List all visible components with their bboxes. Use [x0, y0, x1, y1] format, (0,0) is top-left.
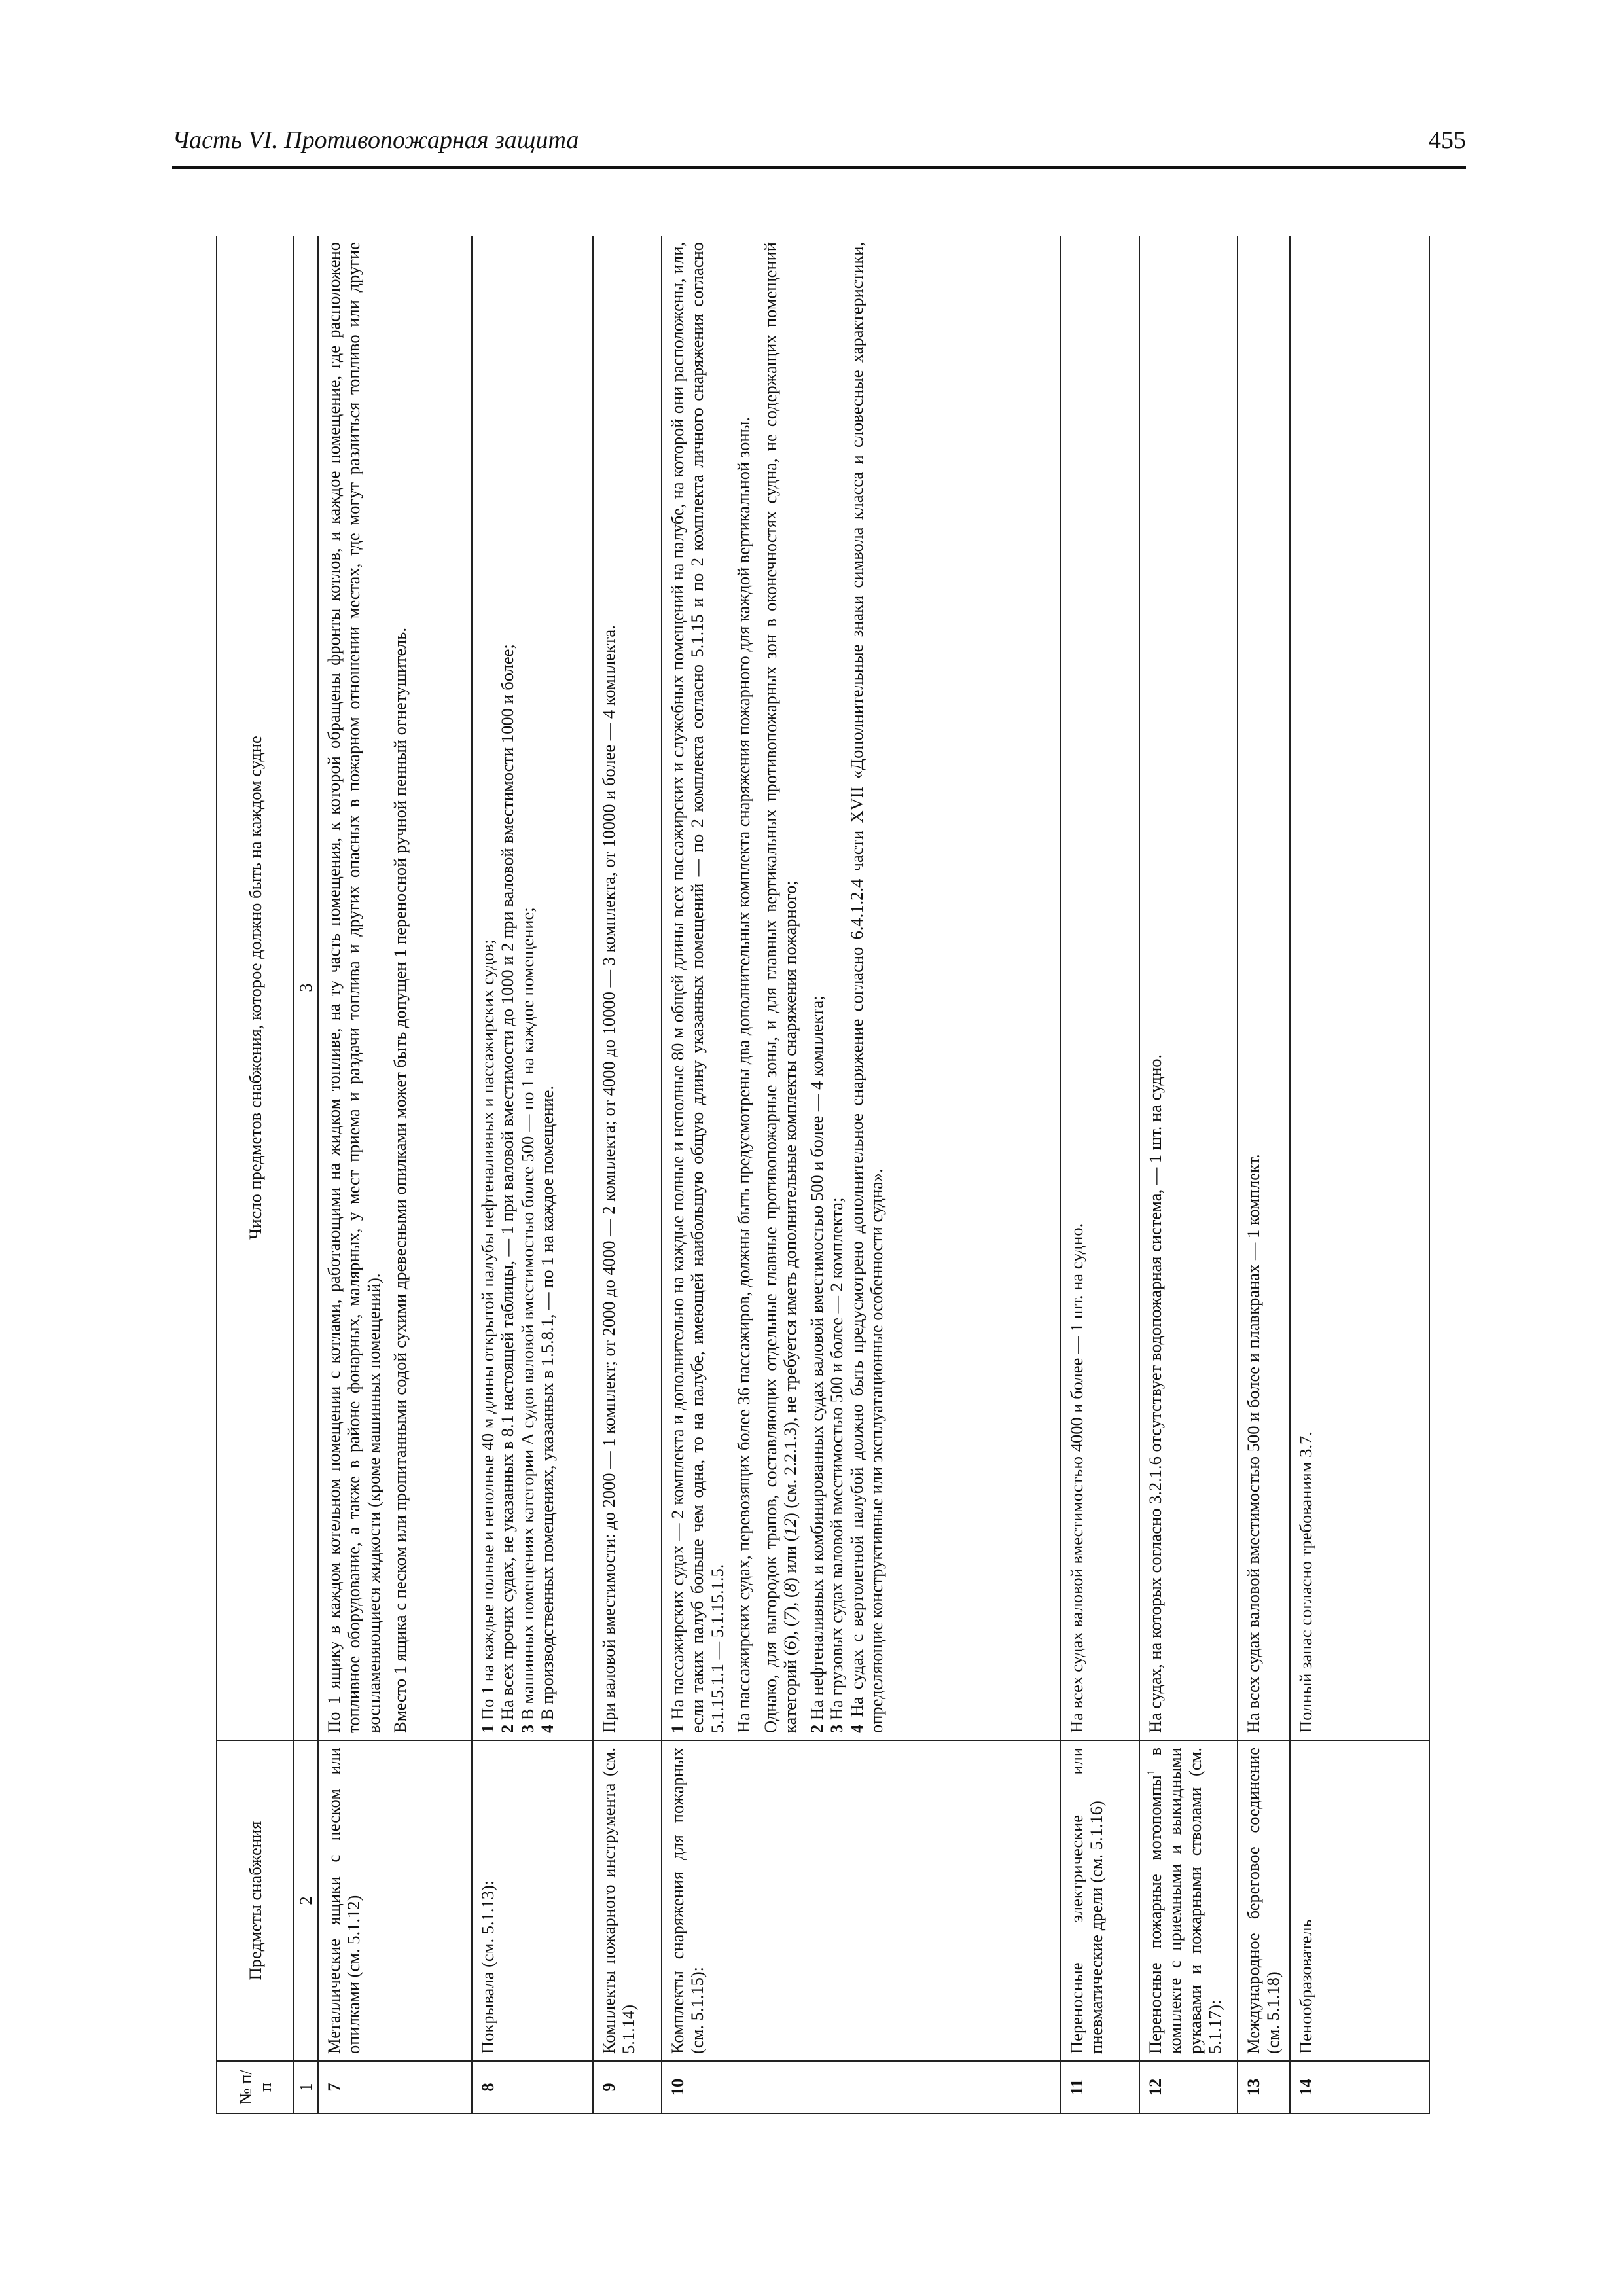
- quantity-paragraph: Однако, для выгородок трапов, составляющих отдельные главные противопожарные зоны, и для главных вертикальных противопожарных зон в оконечностях судна, не содержащих помещений категорий (6), (7), (8) или (12) (см. 2.2.1.3), не требуется иметь дополнительные комплекты снаряжения пожарного;: [760, 242, 800, 1733]
- rotated-table-container: [216, 236, 1430, 2114]
- column-number-row: [294, 236, 318, 2113]
- header-item: Предметы снабжения: [217, 1740, 294, 2061]
- row-number: 11: [1061, 2061, 1139, 2113]
- table-row: [1139, 236, 1238, 2113]
- table-row: [1238, 236, 1290, 2113]
- item-quantity: При валовой вместимости: до 2000 — 1 комплект; от 2000 до 4000 — 2 комплекта; от 4000 до 10000 — 3 комплекта, от 10000 и более — 4 комплекта.: [593, 236, 662, 1740]
- item-quantity: [472, 236, 593, 1740]
- quantity-paragraph: По 1 ящику в каждом котельном помещении с котлами, работающими на жидком топливе, на ту часть помещения, к которой обращены фронты котлов, и каждое помещение, где расположено топливное оборудование, а также в районе фонарных, малярных, у мест приема и раздачи топлива и других опасных в пожарном отношении местах, где могут разлиться топливо или другие воспламеняющиеся жидкости (кроме машинных помещений).: [323, 242, 383, 1733]
- running-title: Часть VI. Противопожарная защита: [172, 126, 579, 154]
- table-row: [593, 236, 662, 2113]
- col-number-1: 1: [294, 2061, 318, 2113]
- row-number: 7: [318, 2061, 472, 2113]
- quantity-paragraph: Вместо 1 ящика с песком или пропитанными содой сухими древесными опилками может быть допущен 1 переносной ручной пенный огнетушитель.: [390, 627, 410, 1733]
- item-quantity: На всех судах валовой вместимостью 4000 и более — 1 шт. на судно.: [1061, 236, 1139, 1740]
- item-quantity: [318, 236, 472, 1740]
- row-number: 12: [1139, 2061, 1238, 2113]
- table-rotator: [216, 236, 1430, 2114]
- col-number-2: 2: [294, 1740, 318, 2061]
- row-number: 13: [1238, 2061, 1290, 2113]
- item-quantity: Полный запас согласно требованиям 3.7.: [1290, 236, 1430, 1740]
- row-number: 14: [1290, 2061, 1430, 2113]
- quantity-line: 3 На грузовых судах валовой вместимостью 500 и более — 2 комплекта;: [827, 1197, 846, 1733]
- row-number: 9: [593, 2061, 662, 2113]
- item-name: Пенообразователь: [1290, 1740, 1430, 2061]
- item-name: Покрывала (см. 5.1.13):: [472, 1740, 593, 2061]
- quantity-line: 1 По 1 на каждые полные и неполные 40 м длины открытой палубы нефтеналивных и пассажирских судов;: [477, 939, 497, 1733]
- item-quantity: На всех судах валовой вместимостью 500 и более и плавкранах — 1 комплект.: [1238, 236, 1290, 1740]
- table-row: [318, 236, 472, 2113]
- quantity-line: 3 В машинных помещениях категории А судов валовой вместимостью более 500 — по 1 на каждое помещение;: [517, 907, 537, 1733]
- page-header: [172, 124, 1466, 171]
- item-name: Комплекты пожарного инструмента (см. 5.1.14): [593, 1740, 662, 2061]
- header-rule: [172, 166, 1466, 169]
- table-row: [662, 236, 1061, 2113]
- item-quantity: На судах, на которых согласно 3.2.1.6 отсутствует водопожарная система, — 1 шт. на судно.: [1139, 236, 1238, 1740]
- quantity-line: 4 На судах с вертолетной палубой должно быть предусмотрено дополнительное снаряжение согласно 6.4.1.2.4 части XVII «Дополнительные знаки символа класса и словесные характеристики, определяющие конструктивные или эксплуатационные особенности судна».: [846, 242, 886, 1733]
- item-name: Металлические ящики с песком или опилками (см. 5.1.12): [318, 1740, 472, 2061]
- col-number-3: 3: [294, 236, 318, 1740]
- page-number: 455: [1429, 126, 1466, 154]
- header-num: № п/п: [217, 2061, 294, 2113]
- item-name: Международное береговое соединение (см. 5.1.18): [1238, 1740, 1290, 2061]
- table-header-row: [217, 236, 294, 2113]
- item-name: Переносные пожарные мотопомпы$^1$ в комплекте с приемными и выкидными рукавами и пожарными стволами (см. 5.1.17):: [1139, 1740, 1238, 2061]
- quantity-line: 4 В производственных помещениях, указанных в 1.5.8.1, — по 1 на каждое помещение.: [537, 1085, 557, 1733]
- table-row: [1061, 236, 1139, 2113]
- quantity-line: 2 На нефтеналивных и комбинированных судах валовой вместимостью 500 и более — 4 комплекта;: [806, 996, 827, 1733]
- row-number: 8: [472, 2061, 593, 2113]
- quantity-paragraph: На пассажирских судах, перевозящих более 36 пассажиров, должны быть предусмотрены два дополнительных комплекта снаряжения пожарного для каждой вертикальной зоны.: [734, 417, 753, 1733]
- item-quantity: [662, 236, 1061, 1740]
- table-row: [1290, 236, 1430, 2113]
- quantity-line: 2 На всех прочих судах, не указанных в 8.1 настоящей таблицы, — 1 при валовой вместимости до 1000 и 2 при валовой вместимости 1000 и более;: [497, 644, 517, 1733]
- table-row: [472, 236, 593, 2113]
- row-number: 10: [662, 2061, 1061, 2113]
- header-quantity: Число предметов снабжения, которое должно быть на каждом судне: [217, 236, 294, 1740]
- supplies-table: [216, 236, 1430, 2114]
- item-name: Переносные электрические или пневматические дрели (см. 5.1.16): [1061, 1740, 1139, 2061]
- item-name: Комплекты снаряжения для пожарных (см. 5.1.15):: [662, 1740, 1061, 2061]
- quantity-paragraph: 1 На пассажирских судах — 2 комплекта и дополнительно на каждые полные и неполные 80 м общей длины всех пассажирских и служебных помещений на палубе, на которой они расположены, или, если таких палуб больше чем одна, то на палубе, имеющей наибольшую общую длину указанных помещений — по 2 комплекта согласно 5.1.15 и по 2 комплекта личного снаряжения согласно 5.1.15.1.1 — 5.1.15.1.5.: [667, 242, 727, 1733]
